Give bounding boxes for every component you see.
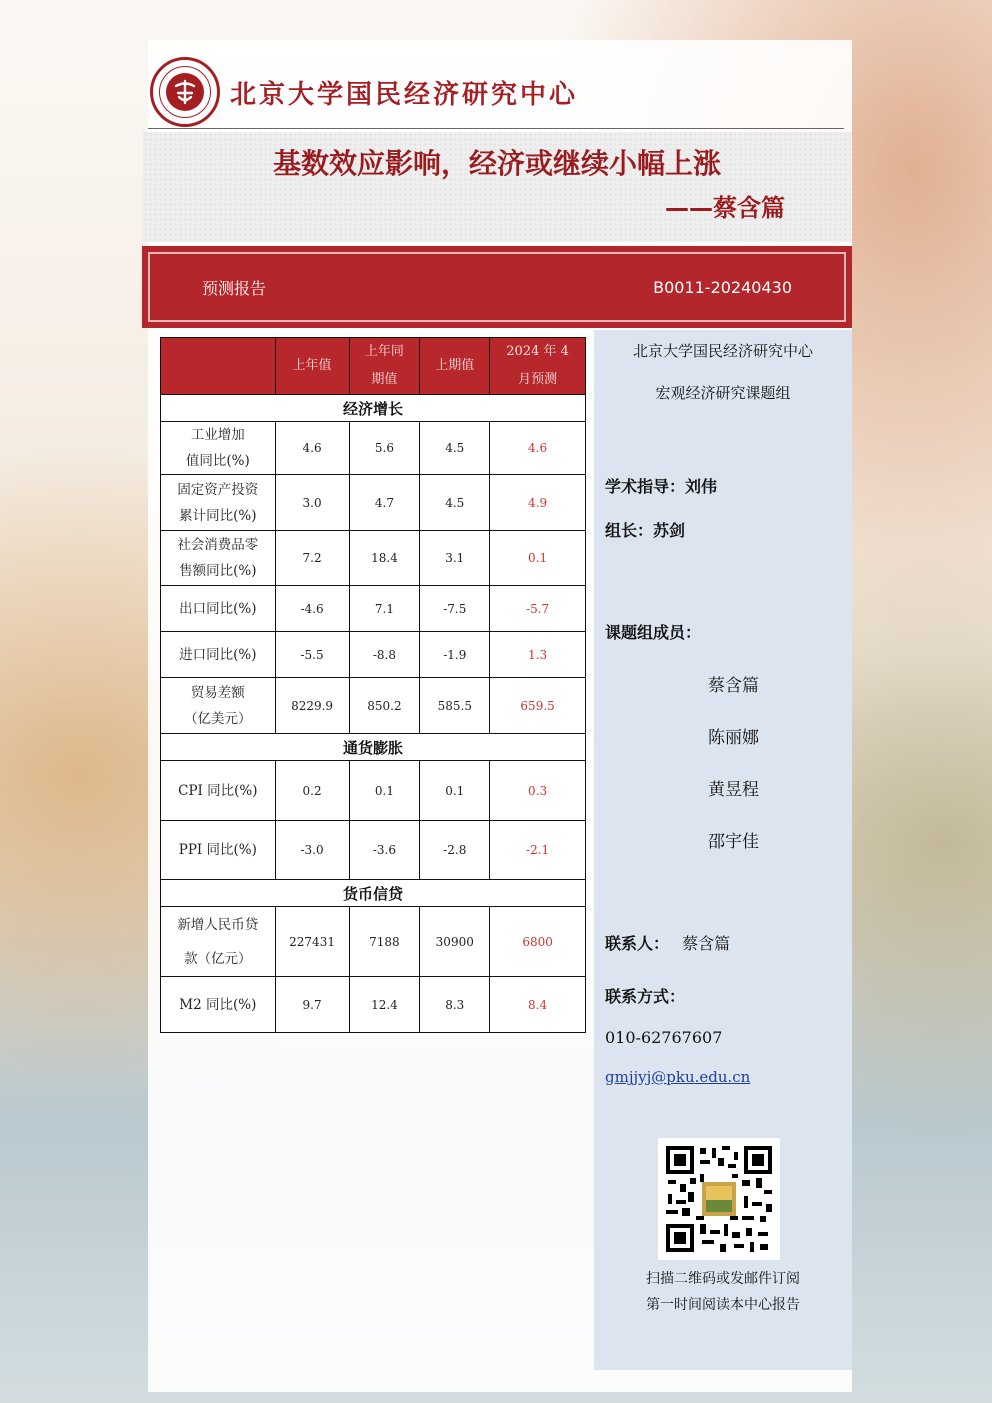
contact-name: 蔡含篇 [682,934,731,953]
sidebar-members-label: 课题组成员： [605,623,702,642]
qr-code-icon [664,1144,774,1254]
contact-email-link[interactable]: gmjjyj@pku.edu.cn [605,1068,751,1086]
col-header-previous: 上期值 [420,338,490,395]
row-label: 固定资产投资 累计同比(%) [161,475,276,531]
header-logo-row [150,58,578,126]
cell-value: -3.6 [349,821,420,880]
info-sidebar [594,330,852,1370]
cell-value: 3.1 [420,531,490,586]
cell-value: 7188 [349,907,420,977]
section-row [161,880,586,907]
cell-value: 4.5 [420,422,490,475]
cell-value: -1.9 [420,632,490,678]
cell-value: 9.7 [275,977,349,1033]
cell-forecast: 6800 [490,907,586,977]
sidebar-member: 蔡含篇 [708,676,759,696]
report-type: 预测报告 [202,278,267,298]
table-row [161,821,586,880]
cell-forecast: 0.3 [490,761,586,821]
section-economic-growth: 经济增长 [161,395,586,422]
row-label: 贸易差额 （亿美元） [161,678,276,734]
cell-forecast: -2.1 [490,821,586,880]
cell-value: 18.4 [349,531,420,586]
table-row [161,678,586,734]
title-band [143,132,851,242]
contact-label: 联系人： [605,934,670,953]
cell-value: -2.8 [420,821,490,880]
cell-value: 0.1 [349,761,420,821]
cell-value: -7.5 [420,586,490,632]
cell-value: -3.0 [275,821,349,880]
cell-value: -4.6 [275,586,349,632]
col-header-same-period: 上年同 期值 [349,338,420,395]
cell-value: 0.1 [420,761,490,821]
cell-forecast: 4.9 [490,475,586,531]
cell-forecast: 1.3 [490,632,586,678]
section-row [161,395,586,422]
org-name: 北京大学国民经济研究中心 [230,79,579,110]
cell-forecast: 0.1 [490,531,586,586]
qr-code [658,1138,780,1260]
row-label: 进口同比(%) [161,632,276,678]
row-label: 出口同比(%) [161,586,276,632]
sidebar-org: 北京大学国民经济研究中心 [632,342,813,360]
report-title: 基数效应影响，经济或继续小幅上涨 [272,147,721,180]
section-inflation: 通货膨胀 [161,734,586,761]
cell-value: 12.4 [349,977,420,1033]
forecast-table [160,337,586,1033]
report-banner [142,246,852,328]
sidebar-contact [605,931,730,954]
table-row [161,475,586,531]
sidebar-member: 邵宇佳 [708,832,759,852]
col-header-forecast: 2024 年 4 月预测 [490,338,586,395]
cell-value: 8.3 [420,977,490,1033]
cell-forecast: 659.5 [490,678,586,734]
cell-forecast: 8.4 [490,977,586,1033]
col-header-last-year: 上年值 [275,338,349,395]
row-label: PPI 同比(%) [161,821,276,880]
cell-value: 585.5 [420,678,490,734]
sidebar-group: 宏观经济研究课题组 [655,384,791,402]
qr-note-line-1: 扫描二维码或发邮件订阅 [646,1271,800,1287]
table-row [161,977,586,1033]
section-monetary-credit: 货币信贷 [161,880,586,907]
row-label: CPI 同比(%) [161,761,276,821]
cell-value: 4.5 [420,475,490,531]
seal-emblem-icon [166,73,204,111]
cell-value: 7.1 [349,586,420,632]
cell-value: 4.7 [349,475,420,531]
table-header-row [161,338,586,395]
table-row [161,586,586,632]
sidebar-member: 陈丽娜 [708,728,759,748]
contact-method-label: 联系方式： [605,987,686,1006]
table-row [161,907,586,977]
sidebar-member: 黄昱程 [708,780,759,800]
cell-value: 850.2 [349,678,420,734]
qr-note-line-2: 第一时间阅读本中心报告 [646,1297,800,1313]
contact-phone: 010-62767607 [605,1028,723,1047]
row-label: 工业增加 值同比(%) [161,422,276,475]
cell-value: -8.8 [349,632,420,678]
row-label: M2 同比(%) [161,977,276,1033]
cell-value: 0.2 [275,761,349,821]
pku-seal-logo [150,57,220,127]
cell-value: 8229.9 [275,678,349,734]
section-row [161,734,586,761]
table-corner-cell [161,338,276,395]
cell-value: 3.0 [275,475,349,531]
row-label: 社会消费品零 售额同比(%) [161,531,276,586]
table-row [161,531,586,586]
cell-value: 5.6 [349,422,420,475]
report-banner-inner [148,252,846,322]
header-divider [148,128,844,129]
sidebar-advisor: 学术指导：刘伟 [605,477,718,496]
report-author: ——蔡含篇 [665,194,785,222]
cell-value: 227431 [275,907,349,977]
table-row [161,761,586,821]
cell-value: 30900 [420,907,490,977]
cell-forecast: 4.6 [490,422,586,475]
table-row [161,632,586,678]
report-code: B0011-20240430 [653,277,792,297]
cell-value: -5.5 [275,632,349,678]
row-label: 新增人民币贷 款（亿元） [161,907,276,977]
cell-value: 4.6 [275,422,349,475]
cell-forecast: -5.7 [490,586,586,632]
cell-value: 7.2 [275,531,349,586]
table-row [161,422,586,475]
sidebar-leader: 组长：苏剑 [605,521,686,540]
